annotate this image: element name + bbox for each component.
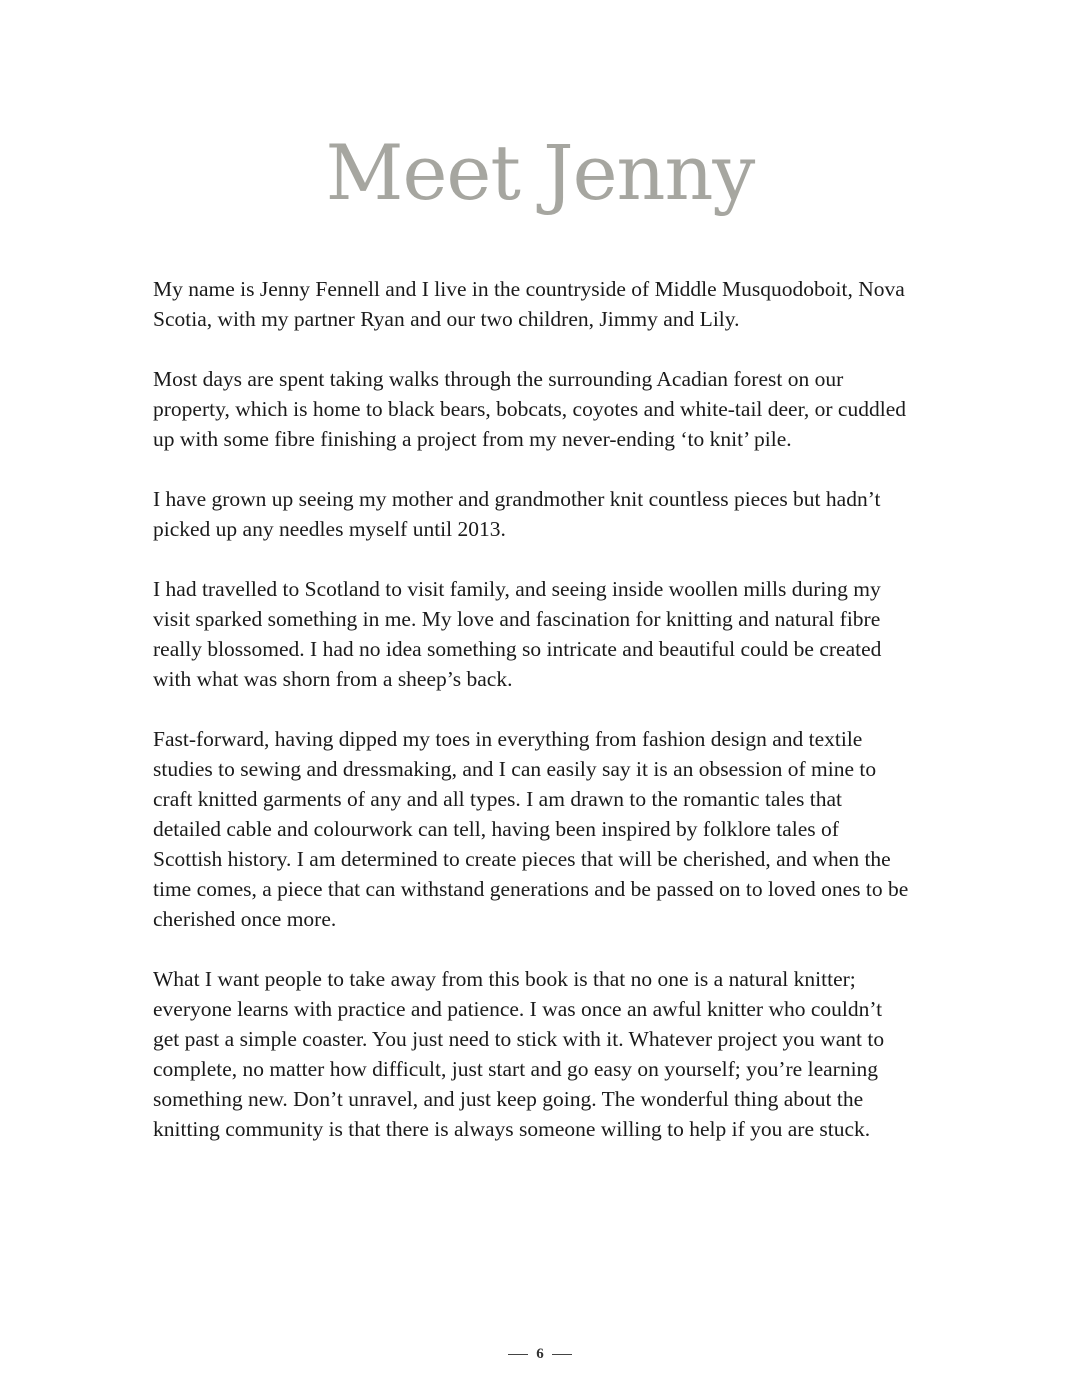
footer-dash-left [508,1354,528,1355]
paragraph-scotland: I had travelled to Scotland to visit family, and seeing inside woollen mills during my visit sparked something in me. My love and fascination for knitting and natural fibre really blossomed. I had no idea something so intricate and beautiful could be created with what was shorn from a sheep’s back. [153,577,882,691]
paragraph-forest: Most days are spent taking walks through the surrounding Acadian forest on our property, which is home to black bears, bobcats, coyotes and white-tail deer, or cuddled up with some fibre finishing a project from my never-ending ‘to knit’ pile. [153,367,906,451]
paragraph-fast-forward: Fast-forward, having dipped my toes in everything from fashion design and textile studies to sewing and dressmaking, and I can easily say it is an obsession of mine to craft knitted garments of any and all types. I am drawn to the romantic tales that detailed cable and colourwork can tell, having been inspired by folklore tales of Scottish history. I am determined to create pieces that will be cherished, and when the time comes, a piece that can withstand generations and be passed on to loved ones to be cherished once more. [153,727,909,931]
page-number: 6 [536,1346,544,1363]
footer-dash-right [552,1354,572,1355]
body-text [153,274,913,1144]
paragraph-intro: My name is Jenny Fennell and I live in the countryside of Middle Musquodoboit, Nova Scotia, with my partner Ryan and our two children, Jimmy and Lily. [153,277,905,331]
page-footer [0,1346,1080,1363]
page-title: Meet Jenny [325,128,755,217]
paragraph-family-knitting: I have grown up seeing my mother and grandmother knit countless pieces but hadn’t picked up any needles myself until 2013. [153,487,881,541]
paragraph-takeaway: What I want people to take away from this book is that no one is a natural knitter; everyone learns with practice and patience. I was once an awful knitter who couldn’t get past a simple coaster. You just need to stick with it. Whatever project you want to complete, no matter how difficult, just start and go easy on yourself; you’re learning something new. Don’t unravel, and just keep going. The wonderful thing about the knitting community is that there is always someone willing to help if you are stuck. [153,967,885,1141]
